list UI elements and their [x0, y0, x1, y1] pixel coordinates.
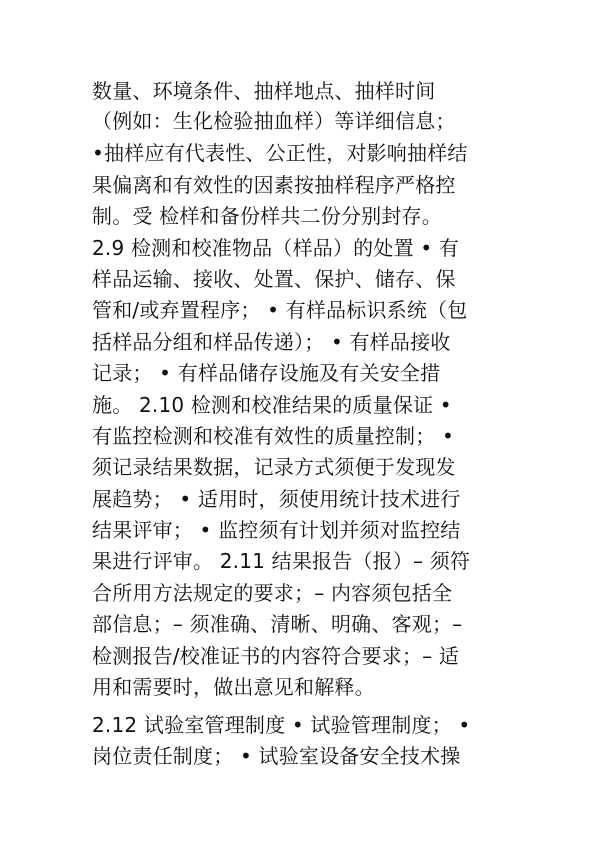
text-line: 结果评审； • 监控须有计划并须对监控结: [92, 518, 461, 542]
text-line: 制。受 检样和备份样共二份分别封存。: [92, 204, 442, 228]
text-line: 管和/或弃置程序； • 有样品标识系统（包: [92, 298, 468, 322]
text-line: 合所用方法规定的要求；– 内容须包括全: [92, 581, 453, 605]
text-line: 岗位责任制度； • 试验室设备安全技术操: [92, 744, 461, 768]
text-line: 数量、环境条件、抽样地点、抽样时间: [92, 79, 436, 103]
text-line: 果进行评审。 2.11 结果报告（报）– 须符: [92, 549, 471, 573]
text-line: 有监控检测和校准有效性的质量控制； •: [92, 424, 454, 448]
text-line: 施。 2.10 检测和校准结果的质量保证 •: [92, 393, 452, 417]
text-line: 果偏离和有效性的因素按抽样程序严格控: [92, 173, 456, 197]
text-line: 样品运输、接收、处置、保护、储存、保: [92, 267, 456, 291]
text-line: 记录； • 有样品储存设施及有关安全措: [92, 361, 441, 385]
text-line: 须记录结果数据，记录方式须便于发现发: [92, 455, 456, 479]
text-line: 括样品分组和样品传递）； • 有样品接收: [92, 330, 451, 354]
text-line: 检测报告/校准证书的内容符合要求；– 适: [92, 644, 460, 668]
text-line: •抽样应有代表性、公正性，对影响抽样结: [92, 141, 468, 165]
text-line: 展趋势； • 适用时，须使用统计技术进行: [92, 487, 461, 511]
text-line: 2.12 试验室管理制度 • 试验管理制度； •: [92, 713, 471, 737]
text-line: 2.9 检测和校准物品（样品）的处置 • 有: [92, 236, 460, 260]
text-line: （例如：生化检验抽血样）等详细信息；: [92, 109, 456, 133]
text-line: 部信息；– 须准确、清晰、明确、客观；–: [92, 612, 463, 636]
text-line: 用和需要时，做出意见和解释。: [92, 675, 375, 699]
